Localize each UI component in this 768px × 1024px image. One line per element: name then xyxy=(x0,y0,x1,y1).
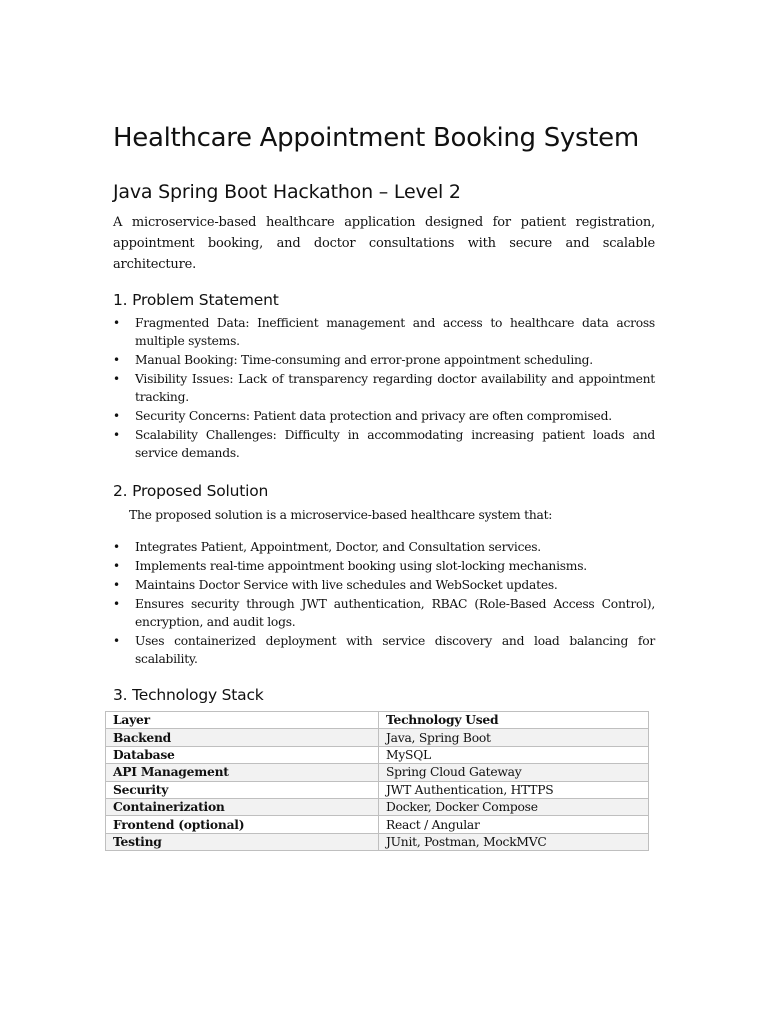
layer-cell: Database xyxy=(106,746,379,763)
document-title: Healthcare Appointment Booking System xyxy=(113,123,639,153)
table-row xyxy=(106,781,649,798)
list-item: • Maintains Doctor Service with live schedules and WebSocket updates. xyxy=(113,578,558,592)
layer-cell: Containerization xyxy=(106,798,379,815)
table-header-row xyxy=(106,712,649,729)
technology-cell: JUnit, Postman, MockMVC xyxy=(379,833,649,850)
technology-cell: Spring Cloud Gateway xyxy=(379,764,649,781)
technology-cell: JWT Authentication, HTTPS xyxy=(379,781,649,798)
list-item: • Scalability Challenges: Difficulty in accommodating increasing patient loads and service demands. xyxy=(113,428,655,460)
bullet-icon: • xyxy=(113,409,120,423)
document-subtitle: Java Spring Boot Hackathon – Level 2 xyxy=(113,181,461,203)
technology-cell: React / Angular xyxy=(379,816,649,833)
bullet-icon: • xyxy=(113,316,120,330)
table-row xyxy=(106,833,649,850)
proposed-solution-heading: 2. Proposed Solution xyxy=(113,482,269,500)
intro-paragraph: A microservice-based healthcare application designed for patient registration, appointment booking, and doctor consultations with secure and scalable architecture. xyxy=(113,215,655,272)
bullet-icon: • xyxy=(113,597,120,611)
problem-statement-heading: 1. Problem Statement xyxy=(113,291,279,309)
bullet-icon: • xyxy=(113,353,120,367)
list-item: • Security Concerns: Patient data protection and privacy are often compromised. xyxy=(113,409,612,423)
layer-cell: Testing xyxy=(106,833,379,850)
table-row xyxy=(106,746,649,763)
technology-stack-heading: 3. Technology Stack xyxy=(113,686,264,704)
layer-cell: Frontend (optional) xyxy=(106,816,379,833)
solution-lead-text: The proposed solution is a microservice-based healthcare system that: xyxy=(129,508,553,522)
bullet-icon: • xyxy=(113,372,120,386)
column-header-technology: Technology Used xyxy=(379,712,649,729)
list-item: • Fragmented Data: Inefficient management and access to healthcare data across multiple systems. xyxy=(113,316,655,348)
bullet-icon: • xyxy=(113,578,120,592)
list-item: • Uses containerized deployment with service discovery and load balancing for scalability. xyxy=(113,634,655,666)
layer-cell: Backend xyxy=(106,729,379,746)
list-item: • Implements real-time appointment booking using slot-locking mechanisms. xyxy=(113,559,587,573)
bullet-icon: • xyxy=(113,428,120,442)
bullet-icon: • xyxy=(113,559,120,573)
list-item: • Integrates Patient, Appointment, Doctor, and Consultation services. xyxy=(113,540,541,554)
list-item: • Manual Booking: Time-consuming and error-prone appointment scheduling. xyxy=(113,353,593,367)
bullet-icon: • xyxy=(113,540,120,554)
technology-cell: Docker, Docker Compose xyxy=(379,798,649,815)
layer-cell: Security xyxy=(106,781,379,798)
list-item: • Ensures security through JWT authentication, RBAC (Role-Based Access Control), encryption, and audit logs. xyxy=(113,597,655,629)
table-row xyxy=(106,764,649,781)
problem-list xyxy=(113,314,655,463)
bullet-icon: • xyxy=(113,634,120,648)
technology-cell: Java, Spring Boot xyxy=(379,729,649,746)
table-row xyxy=(106,798,649,815)
technology-stack-table xyxy=(105,711,649,851)
column-header-layer: Layer xyxy=(106,712,379,729)
layer-cell: API Management xyxy=(106,764,379,781)
list-item: • Visibility Issues: Lack of transparency regarding doctor availability and appointment tracking. xyxy=(113,372,655,404)
table-row xyxy=(106,729,649,746)
technology-cell: MySQL xyxy=(379,746,649,763)
solution-list xyxy=(113,538,655,669)
table-row xyxy=(106,816,649,833)
